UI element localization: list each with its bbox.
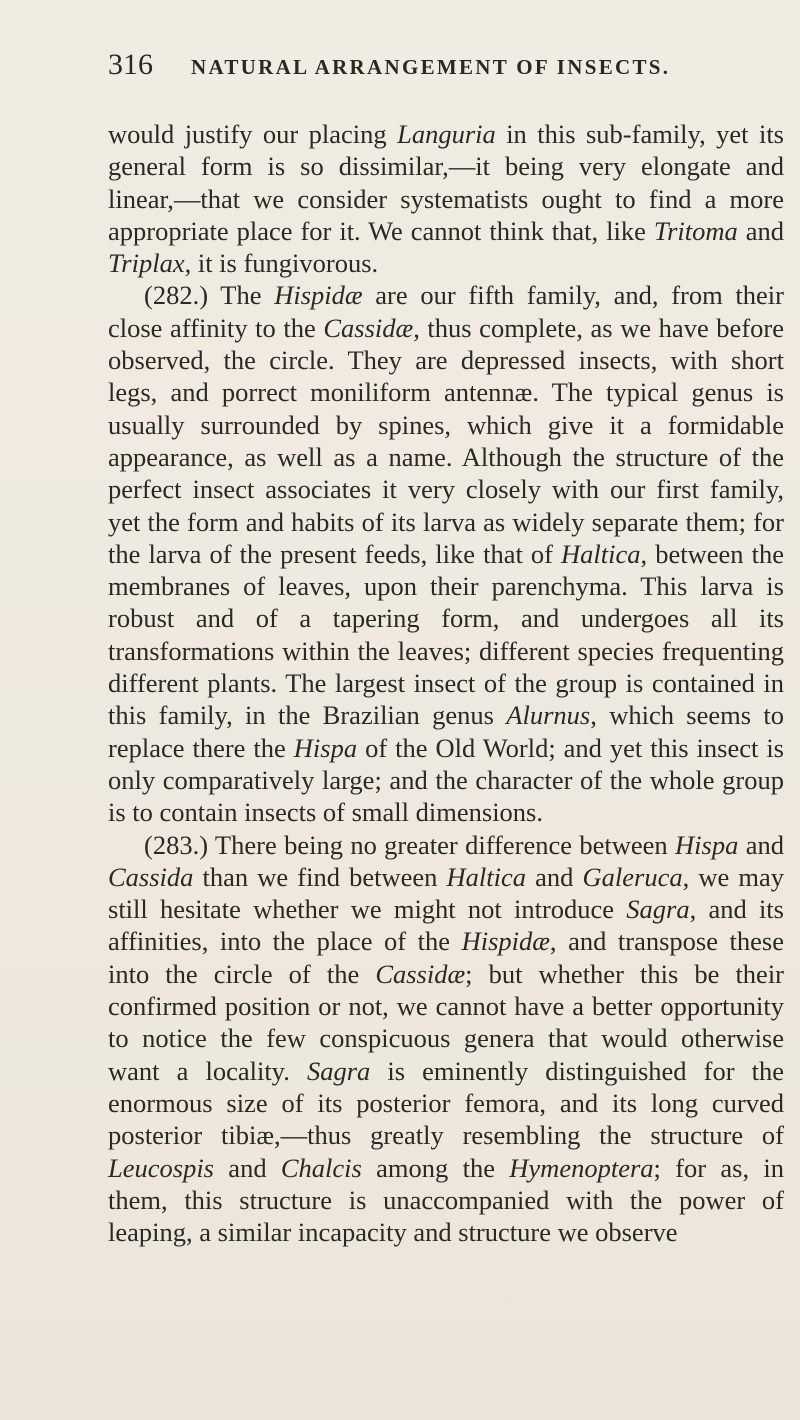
text-run: , thus complete, as we have before observed, the circle. They are depressed insects, with short legs, and porrect moniliform antennæ. The typical genus is usually surrounded by spines, which give it a formidable appearance, as well as a name. Although the structure of the perfect insect associates it very closely with our first family, yet the form and habits of its larva as widely separate them; for the larva of the present feeds, like that of [108,312,784,569]
page-number: 316 [108,48,153,81]
text-run: and [526,861,583,892]
italic-term: Haltica [446,861,527,892]
text-run: would justify our placing [108,119,398,149]
italic-term: Cassidæ [375,958,466,989]
text-run: ; but whether this be their confirmed position or not, we cannot have a better opportunity to notice the few conspicuous genera that would otherwise want a locality. [108,958,785,1086]
text-run: of the Old World; and yet this insect is only comparatively large; and the character of the whole group is to contain insects of small dimensions. [108,732,784,828]
text-run: and [214,1152,281,1183]
italic-term: Galeruca [582,861,683,892]
text-run: than we find between [193,861,447,892]
italic-term: Hymenoptera [509,1152,654,1183]
italic-term: Hispidæ [274,280,363,311]
text-run: and [737,215,784,246]
italic-term: Hispidæ [461,926,550,957]
italic-term: Hispa [675,829,739,860]
text-run: are our fifth family, and, from their close affinity to the [108,280,784,343]
text-run: , it is fungivorous. [184,248,379,279]
italic-term: Alurnus [506,700,591,731]
body-text [108,118,784,1248]
text-run: , we may still hesitate whether we might not introduce [108,861,784,925]
italic-term: Sagra [626,894,690,925]
running-title: NATURAL ARRANGEMENT OF INSECTS. [191,55,671,79]
text-run: (283.) There being no greater difference between [144,829,676,860]
text-run: , which seems to replace there the [108,700,784,763]
italic-term: Cassida [108,861,194,892]
text-run: (282.) The [144,280,275,311]
text-run: is eminently distinguished for the enormous size of its posterior femora, and its long curved posterior tibiæ,—thus greatly resembling the structure of [108,1055,784,1151]
italic-term: Tritoma [653,215,738,246]
italic-term: Triplax [108,248,185,279]
text-run: , between the membranes of leaves, upon their parenchyma. This larva is robust and of a tapering form, and undergoes all its transformations within the leaves; different species frequenting different plants. The largest insect of the group is contained in this family, in the Brazilian genus [108,538,784,731]
text-run: among the [361,1152,510,1183]
text-run: , and transpose these into the circle of the [108,926,784,989]
page-header [108,48,788,82]
italic-term: Hispa [293,732,358,763]
text-run: and [738,829,784,860]
paragraph-1 [108,118,784,279]
paragraph-283 [108,829,784,1249]
text-run: in this sub-family, yet its general form is so dissimilar,—it being very elongate and linear,—that we consider systematists ought to find a more appropriate place for it. We cannot think that, like [108,119,784,246]
italic-term: Haltica [561,538,641,569]
italic-term: Sagra [306,1055,371,1086]
text-run: , and its affinities, into the place of the [108,894,784,957]
italic-term: Chalcis [280,1152,362,1183]
italic-term: Languria [397,119,496,149]
italic-term: Leucospis [108,1152,214,1183]
paragraph-282 [108,279,784,828]
text-run: ; for as, in them, this structure is unaccompanied with the power of leaping, a similar incapacity and structure we observe [108,1152,785,1248]
italic-term: Cassidæ [323,312,414,343]
